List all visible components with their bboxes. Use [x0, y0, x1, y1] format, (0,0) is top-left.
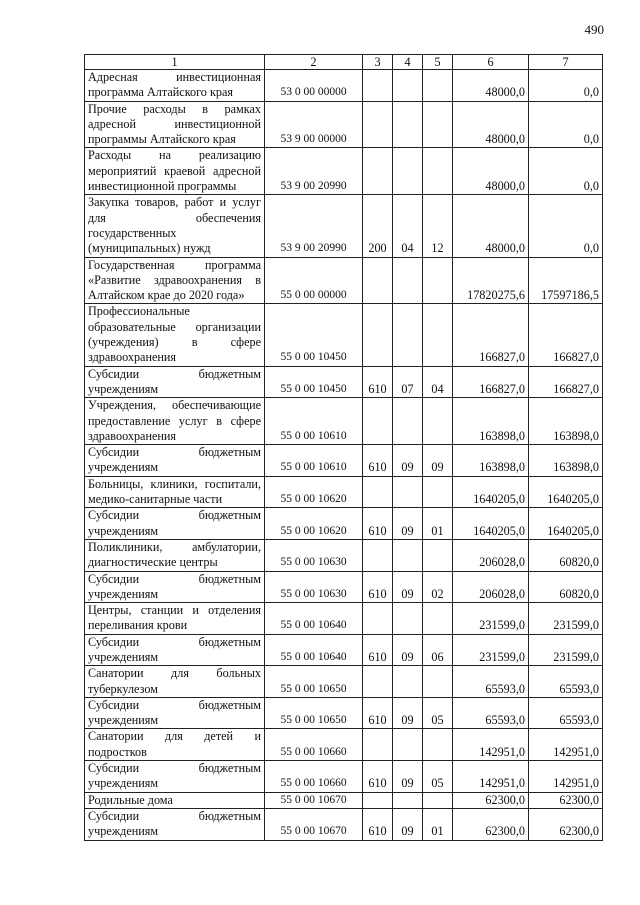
- expense-type-cell: [363, 603, 393, 635]
- expense-type-cell: 610: [363, 634, 393, 666]
- row-name-cell: Расходы на реализацию мероприятий краевой адресной инвестиционной программы: [85, 148, 265, 195]
- subsection-cell: [423, 304, 453, 366]
- section-cell: [393, 729, 423, 761]
- amount-2019-cell: 142951,0: [453, 729, 529, 761]
- table-row: [85, 571, 603, 603]
- section-cell: [393, 257, 423, 304]
- table-row: [85, 445, 603, 477]
- expense-type-cell: 610: [363, 808, 393, 840]
- table-row: [85, 101, 603, 148]
- budget-code-cell: 55 0 00 10610: [265, 398, 363, 445]
- amount-2019-cell: 231599,0: [453, 634, 529, 666]
- budget-code-cell: 55 0 00 10650: [265, 697, 363, 729]
- amount-2019-cell: 231599,0: [453, 603, 529, 635]
- expense-type-cell: 610: [363, 697, 393, 729]
- table-row: [85, 792, 603, 808]
- section-cell: 09: [393, 697, 423, 729]
- expense-type-cell: [363, 666, 393, 698]
- expense-type-cell: 200: [363, 195, 393, 257]
- amount-2019-cell: 48000,0: [453, 101, 529, 148]
- subsection-cell: [423, 70, 453, 102]
- budget-code-cell: 53 0 00 00000: [265, 70, 363, 102]
- amount-2020-cell: 1640205,0: [529, 476, 603, 508]
- subsection-cell: [423, 729, 453, 761]
- row-name-cell: Родильные дома: [85, 792, 265, 808]
- amount-2020-cell: 60820,0: [529, 571, 603, 603]
- row-name-cell: Субсидии бюджетным учреждениям: [85, 445, 265, 477]
- row-name-cell: Государственная программа «Развитие здравоохранения в Алтайском крае до 2020 года»: [85, 257, 265, 304]
- table-body: [85, 70, 603, 841]
- subsection-cell: [423, 476, 453, 508]
- amount-2020-cell: 0,0: [529, 195, 603, 257]
- expense-type-cell: 610: [363, 366, 393, 398]
- amount-2019-cell: 163898,0: [453, 445, 529, 477]
- amount-2020-cell: 0,0: [529, 148, 603, 195]
- amount-2019-cell: 142951,0: [453, 761, 529, 793]
- amount-2020-cell: 163898,0: [529, 398, 603, 445]
- expense-type-cell: [363, 148, 393, 195]
- row-name-cell: Центры, станции и отделения переливания крови: [85, 603, 265, 635]
- amount-2020-cell: 1640205,0: [529, 508, 603, 540]
- subsection-cell: 01: [423, 508, 453, 540]
- row-name-cell: Санатории для больных туберкулезом: [85, 666, 265, 698]
- budget-code-cell: 55 0 00 10640: [265, 634, 363, 666]
- expense-type-cell: [363, 257, 393, 304]
- amount-2019-cell: 65593,0: [453, 697, 529, 729]
- budget-code-cell: 55 0 00 10630: [265, 571, 363, 603]
- subsection-cell: 05: [423, 761, 453, 793]
- amount-2020-cell: 60820,0: [529, 539, 603, 571]
- table-row: [85, 666, 603, 698]
- expense-type-cell: 610: [363, 445, 393, 477]
- budget-code-cell: 55 0 00 10650: [265, 666, 363, 698]
- subsection-cell: 12: [423, 195, 453, 257]
- budget-code-cell: 55 0 00 10450: [265, 304, 363, 366]
- table-row: [85, 603, 603, 635]
- subsection-cell: 09: [423, 445, 453, 477]
- expense-type-cell: [363, 476, 393, 508]
- budget-code-cell: 55 0 00 10640: [265, 603, 363, 635]
- section-cell: [393, 70, 423, 102]
- budget-code-cell: 55 0 00 10670: [265, 792, 363, 808]
- section-cell: [393, 148, 423, 195]
- budget-code-cell: 55 0 00 10630: [265, 539, 363, 571]
- table-row: [85, 476, 603, 508]
- amount-2019-cell: 62300,0: [453, 792, 529, 808]
- row-name-cell: Субсидии бюджетным учреждениям: [85, 634, 265, 666]
- amount-2020-cell: 142951,0: [529, 761, 603, 793]
- row-name-cell: Субсидии бюджетным учреждениям: [85, 761, 265, 793]
- section-cell: [393, 792, 423, 808]
- row-name-cell: Учреждения, обеспечивающие предоставление услуг в сфере здравоохранения: [85, 398, 265, 445]
- expense-type-cell: 610: [363, 508, 393, 540]
- amount-2019-cell: 166827,0: [453, 304, 529, 366]
- budget-code-cell: 53 9 00 00000: [265, 101, 363, 148]
- row-name-cell: Профессиональные образовательные организации (учреждения) в сфере здравоохранения: [85, 304, 265, 366]
- amount-2019-cell: 48000,0: [453, 70, 529, 102]
- table-row: [85, 539, 603, 571]
- amount-2019-cell: 62300,0: [453, 808, 529, 840]
- subsection-cell: [423, 539, 453, 571]
- column-header: 3: [363, 55, 393, 70]
- subsection-cell: 05: [423, 697, 453, 729]
- subsection-cell: [423, 257, 453, 304]
- amount-2020-cell: 166827,0: [529, 366, 603, 398]
- budget-code-cell: 55 0 00 10610: [265, 445, 363, 477]
- amount-2019-cell: 206028,0: [453, 539, 529, 571]
- section-cell: 09: [393, 808, 423, 840]
- column-header: 7: [529, 55, 603, 70]
- amount-2020-cell: 17597186,5: [529, 257, 603, 304]
- column-header: 4: [393, 55, 423, 70]
- budget-code-cell: 53 9 00 20990: [265, 195, 363, 257]
- amount-2019-cell: 166827,0: [453, 366, 529, 398]
- section-cell: 07: [393, 366, 423, 398]
- expense-type-cell: 610: [363, 761, 393, 793]
- amount-2020-cell: 163898,0: [529, 445, 603, 477]
- budget-code-cell: 55 0 00 10670: [265, 808, 363, 840]
- subsection-cell: 06: [423, 634, 453, 666]
- amount-2019-cell: 48000,0: [453, 148, 529, 195]
- table-row: [85, 148, 603, 195]
- amount-2020-cell: 65593,0: [529, 666, 603, 698]
- table-row: [85, 366, 603, 398]
- table-row: [85, 697, 603, 729]
- expense-type-cell: [363, 70, 393, 102]
- subsection-cell: [423, 666, 453, 698]
- amount-2020-cell: 231599,0: [529, 603, 603, 635]
- column-header: 1: [85, 55, 265, 70]
- expense-type-cell: [363, 539, 393, 571]
- subsection-cell: 01: [423, 808, 453, 840]
- amount-2020-cell: 231599,0: [529, 634, 603, 666]
- row-name-cell: Прочие расходы в рамках адресной инвестиционной программы Алтайского края: [85, 101, 265, 148]
- table-row: [85, 761, 603, 793]
- subsection-cell: 02: [423, 571, 453, 603]
- section-cell: 04: [393, 195, 423, 257]
- table-row: [85, 257, 603, 304]
- table-header-row: [85, 55, 603, 70]
- column-header: 2: [265, 55, 363, 70]
- row-name-cell: Закупка товаров, работ и услуг для обеспечения государственных (муниципальных) нужд: [85, 195, 265, 257]
- column-header: 6: [453, 55, 529, 70]
- row-name-cell: Субсидии бюджетным учреждениям: [85, 808, 265, 840]
- budget-code-cell: 55 0 00 10620: [265, 508, 363, 540]
- amount-2020-cell: 65593,0: [529, 697, 603, 729]
- table-row: [85, 729, 603, 761]
- amount-2019-cell: 1640205,0: [453, 508, 529, 540]
- subsection-cell: [423, 603, 453, 635]
- table-row: [85, 195, 603, 257]
- table-row: [85, 508, 603, 540]
- row-name-cell: Субсидии бюджетным учреждениям: [85, 366, 265, 398]
- amount-2019-cell: 163898,0: [453, 398, 529, 445]
- table-row: [85, 398, 603, 445]
- expense-type-cell: [363, 792, 393, 808]
- section-cell: 09: [393, 571, 423, 603]
- row-name-cell: Субсидии бюджетным учреждениям: [85, 571, 265, 603]
- subsection-cell: [423, 398, 453, 445]
- amount-2019-cell: 48000,0: [453, 195, 529, 257]
- section-cell: 09: [393, 508, 423, 540]
- section-cell: [393, 101, 423, 148]
- column-header: 5: [423, 55, 453, 70]
- budget-code-cell: 55 0 00 10620: [265, 476, 363, 508]
- amount-2020-cell: 0,0: [529, 101, 603, 148]
- row-name-cell: Субсидии бюджетным учреждениям: [85, 508, 265, 540]
- table-row: [85, 304, 603, 366]
- section-cell: [393, 603, 423, 635]
- row-name-cell: Адресная инвестиционная программа Алтайского края: [85, 70, 265, 102]
- section-cell: [393, 476, 423, 508]
- amount-2020-cell: 62300,0: [529, 808, 603, 840]
- amount-2019-cell: 65593,0: [453, 666, 529, 698]
- section-cell: 09: [393, 445, 423, 477]
- row-name-cell: Санатории для детей и подростков: [85, 729, 265, 761]
- amount-2019-cell: 1640205,0: [453, 476, 529, 508]
- amount-2020-cell: 62300,0: [529, 792, 603, 808]
- expense-type-cell: [363, 729, 393, 761]
- row-name-cell: Больницы, клиники, госпитали, медико-санитарные части: [85, 476, 265, 508]
- expense-type-cell: [363, 101, 393, 148]
- amount-2020-cell: 142951,0: [529, 729, 603, 761]
- subsection-cell: [423, 148, 453, 195]
- page-number: 490: [584, 22, 604, 37]
- expense-type-cell: [363, 304, 393, 366]
- section-cell: [393, 398, 423, 445]
- amount-2020-cell: 166827,0: [529, 304, 603, 366]
- amount-2020-cell: 0,0: [529, 70, 603, 102]
- budget-code-cell: 55 0 00 10450: [265, 366, 363, 398]
- subsection-cell: 04: [423, 366, 453, 398]
- budget-code-cell: 53 9 00 20990: [265, 148, 363, 195]
- section-cell: 09: [393, 761, 423, 793]
- section-cell: [393, 304, 423, 366]
- row-name-cell: Субсидии бюджетным учреждениям: [85, 697, 265, 729]
- row-name-cell: Поликлиники, амбулатории, диагностические центры: [85, 539, 265, 571]
- section-cell: [393, 666, 423, 698]
- table-row: [85, 70, 603, 102]
- expense-type-cell: [363, 398, 393, 445]
- table-row: [85, 634, 603, 666]
- budget-code-cell: 55 0 00 00000: [265, 257, 363, 304]
- subsection-cell: [423, 101, 453, 148]
- budget-code-cell: 55 0 00 10660: [265, 729, 363, 761]
- budget-code-cell: 55 0 00 10660: [265, 761, 363, 793]
- section-cell: [393, 539, 423, 571]
- section-cell: 09: [393, 634, 423, 666]
- amount-2019-cell: 17820275,6: [453, 257, 529, 304]
- table-row: [85, 808, 603, 840]
- budget-table: [84, 54, 603, 841]
- subsection-cell: [423, 792, 453, 808]
- expense-type-cell: 610: [363, 571, 393, 603]
- amount-2019-cell: 206028,0: [453, 571, 529, 603]
